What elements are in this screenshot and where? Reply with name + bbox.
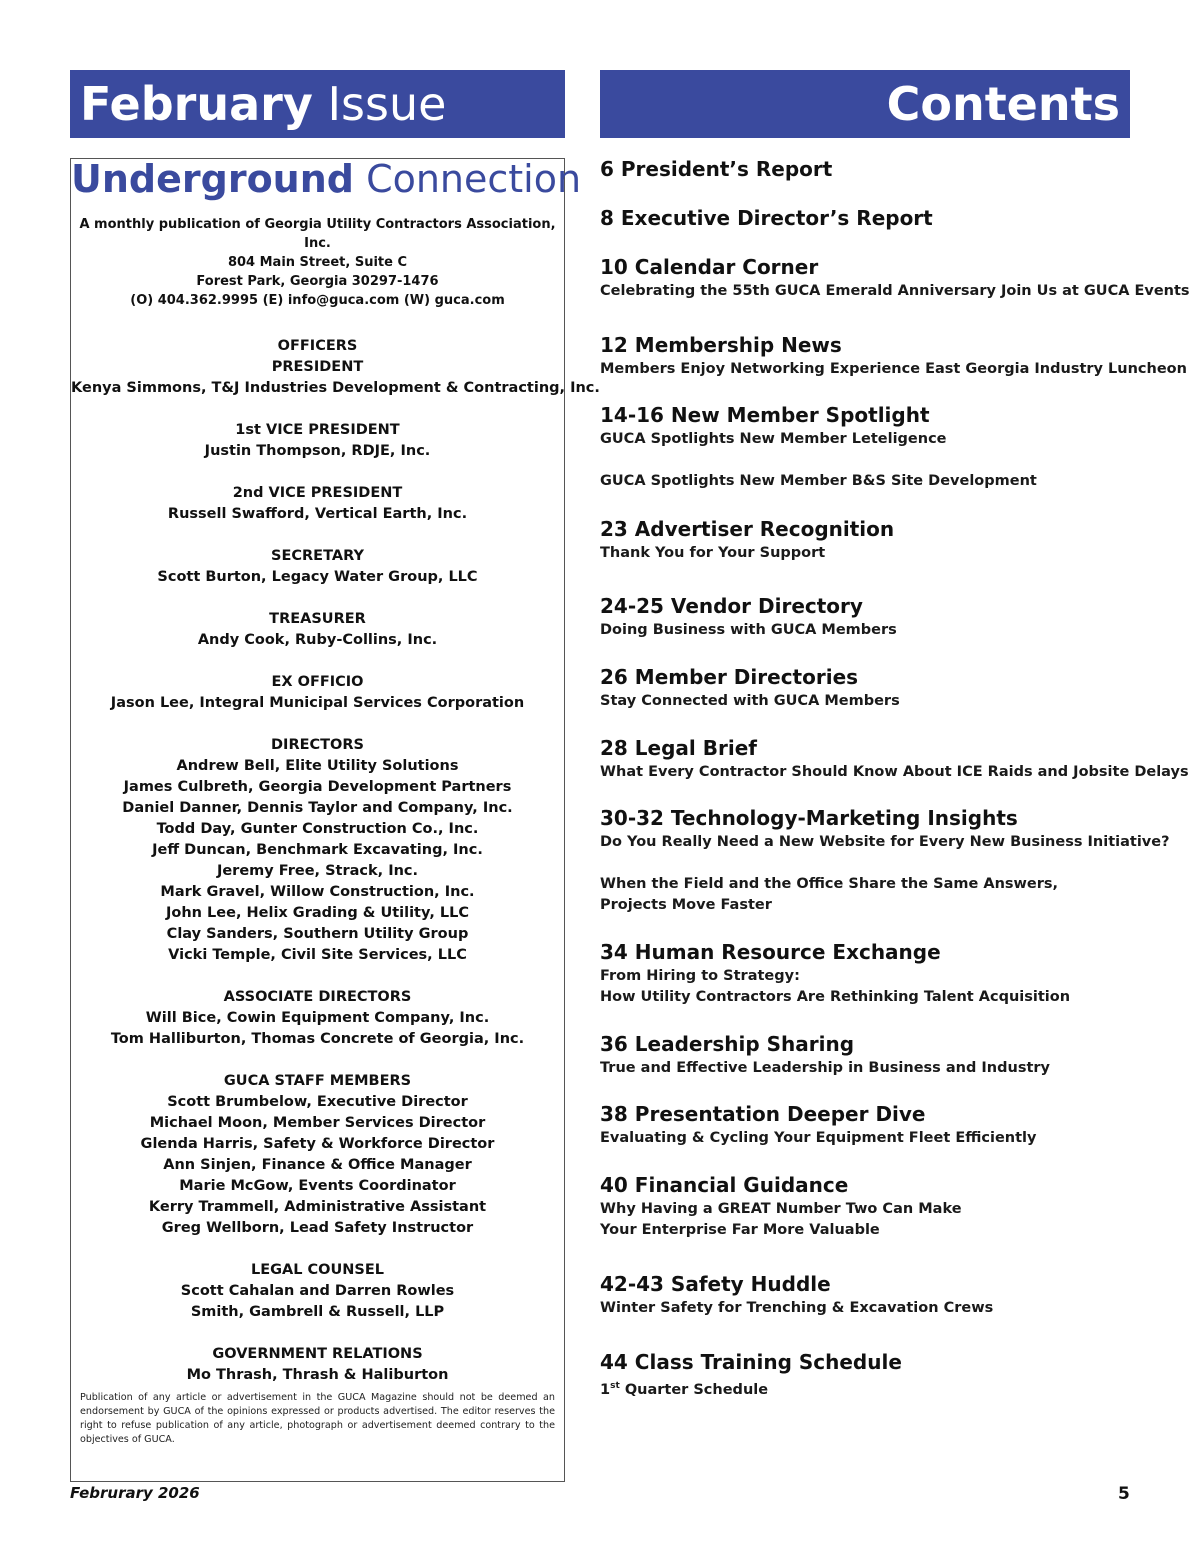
contents-banner: Contents <box>600 70 1130 138</box>
group-line: Russell Swafford, Vertical Earth, Inc. <box>167 506 468 522</box>
group-heading: SECRETARY <box>271 548 364 564</box>
staff-group <box>71 672 564 714</box>
group-heading: EX OFFICIO <box>271 674 364 690</box>
entry-subtitle: Why Having a GREAT Number Two Can Make <box>600 1201 962 1217</box>
contents-entry[interactable] <box>600 515 1140 564</box>
staff-group <box>71 546 564 588</box>
magazine-title-light: Connection <box>353 157 582 201</box>
ordinal-suffix: st <box>610 1381 620 1391</box>
group-line: Mo Thrash, Thrash & Haliburton <box>186 1367 449 1383</box>
staff-group <box>71 609 564 651</box>
contents-entry[interactable] <box>600 204 1140 232</box>
group-line: Jeremy Free, Strack, Inc. <box>216 863 419 879</box>
entry-subtitle: What Every Contractor Should Know About ICE Raids and Jobsite Delays <box>600 764 1189 780</box>
staff-group <box>71 483 564 525</box>
staff-group <box>71 987 564 1050</box>
entry-subtitle: When the Field and the Office Share the Same Answers, <box>600 876 1059 892</box>
entry-title: 42-43 Safety Huddle <box>600 1272 831 1296</box>
entry-subtitle: Thank You for Your Support <box>600 545 826 561</box>
group-line: Will Bice, Cowin Equipment Company, Inc. <box>145 1010 490 1026</box>
ordinal-number: 1 <box>600 1381 611 1398</box>
masthead-box <box>70 157 600 1482</box>
address-line: Forest Park, Georgia 30297-1476 <box>196 274 439 289</box>
staff-group <box>71 735 564 966</box>
group-line: Smith, Gambrell & Russell, LLP <box>190 1304 445 1320</box>
group-heading: 2nd VICE PRESIDENT <box>232 485 403 501</box>
entry-title: 14-16 New Member Spotlight <box>600 403 930 427</box>
entry-subtitle: Do You Really Need a New Website for Every New Business Initiative? <box>600 834 1170 850</box>
entry-subtitle: How Utility Contractors Are Rethinking Talent Acquisition <box>600 989 1071 1005</box>
contents-entry[interactable] <box>600 253 1190 302</box>
banner-word-issue: Issue <box>312 77 447 131</box>
group-line: Todd Day, Gunter Construction Co., Inc. <box>156 821 479 837</box>
entry-title: 26 Member Directories <box>600 665 859 689</box>
entry-title: 36 Leadership Sharing <box>600 1032 855 1056</box>
staff-group <box>71 1071 564 1239</box>
staff-group <box>71 420 564 462</box>
entry-title: 34 Human Resource Exchange <box>600 940 941 964</box>
contents-entry[interactable] <box>600 1348 1140 1401</box>
group-line: Andrew Bell, Elite Utility Solutions <box>176 758 459 774</box>
address-line: (O) 404.362.9995 (E) info@guca.com (W) guca.com <box>130 293 505 308</box>
group-heading: GUCA STAFF MEMBERS <box>223 1073 412 1089</box>
staff-groups <box>71 336 600 1386</box>
group-line: Kenya Simmons, T&J Industries Development & Contracting, Inc. <box>71 380 600 396</box>
entry-title: 10 Calendar Corner <box>600 255 819 279</box>
magazine-title-bold: Underground <box>71 157 354 201</box>
footer-date: Februrary 2026 <box>70 1484 200 1502</box>
group-line: Scott Burton, Legacy Water Group, LLC <box>157 569 478 585</box>
entry-subtitle: Celebrating the 55th GUCA Emerald Anniversary Join Us at GUCA Events <box>600 283 1190 299</box>
group-line: Greg Wellborn, Lead Safety Instructor <box>161 1220 474 1236</box>
entry-subtitle: Your Enterprise Far More Valuable <box>600 1222 880 1238</box>
contents-entry[interactable] <box>600 1030 1140 1079</box>
group-line: Scott Cahalan and Darren Rowles <box>180 1283 455 1299</box>
contents-entry[interactable] <box>600 734 1189 783</box>
february-issue-banner <box>70 70 565 138</box>
contents-entry[interactable] <box>600 1171 1140 1241</box>
group-heading: LEGAL COUNSEL <box>250 1262 385 1278</box>
entry-subtitle: GUCA Spotlights New Member Leteligence <box>600 431 947 447</box>
contents-entry[interactable] <box>600 1270 1140 1319</box>
group-line: Tom Halliburton, Thomas Concrete of Georgia, Inc. <box>110 1031 525 1047</box>
contents-entry[interactable] <box>600 804 1170 916</box>
group-heading: DIRECTORS <box>271 737 364 753</box>
contents-entry[interactable] <box>600 938 1140 1008</box>
schedule-label: Quarter Schedule <box>619 1381 769 1398</box>
staff-group <box>71 336 600 399</box>
group-line: Daniel Danner, Dennis Taylor and Company, Inc. <box>122 800 513 816</box>
group-line: Mark Gravel, Willow Construction, Inc. <box>160 884 475 900</box>
group-line: Jason Lee, Integral Municipal Services Corporation <box>110 695 525 711</box>
disclaimer-text: Publication of any article or advertisement in the GUCA Magazine should not be deemed an endorsement by GUCA of the opinions expressed or products advertised. The editor reserves the right to refuse publication of any article, photograph or advertisement deemed contrary to the objectives of GUCA. <box>80 1392 555 1445</box>
entry-title: 30-32 Technology-Marketing Insights <box>600 806 1018 830</box>
entry-title: 8 Executive Director’s Report <box>600 206 933 230</box>
entry-title: 28 Legal Brief <box>600 736 757 760</box>
entry-title: 6 President’s Report <box>600 157 833 181</box>
entry-subtitle: Members Enjoy Networking Experience East Georgia Industry Luncheon <box>600 361 1187 377</box>
entry-subtitle: Doing Business with GUCA Members <box>600 622 897 638</box>
group-line: Clay Sanders, Southern Utility Group <box>166 926 469 942</box>
group-line: Michael Moon, Member Services Director <box>149 1115 486 1131</box>
group-line: James Culbreth, Georgia Development Partners <box>123 779 512 795</box>
group-line: Andy Cook, Ruby-Collins, Inc. <box>197 632 438 648</box>
group-line: John Lee, Helix Grading & Utility, LLC <box>165 905 469 921</box>
group-heading: TREASURER <box>269 611 366 627</box>
group-heading: OFFICERS <box>277 338 358 354</box>
entry-subtitle: From Hiring to Strategy: <box>600 968 800 984</box>
entry-title: 40 Financial Guidance <box>600 1173 849 1197</box>
contents-entry[interactable] <box>600 592 1140 641</box>
entry-subtitle <box>600 1376 1140 1401</box>
group-line: Marie McGow, Events Coordinator <box>179 1178 456 1194</box>
group-line: Glenda Harris, Safety & Workforce Director <box>140 1136 495 1152</box>
contents-entry[interactable] <box>600 331 1187 380</box>
entry-subtitle: Winter Safety for Trenching & Excavation Crews <box>600 1300 994 1316</box>
entry-title: 38 Presentation Deeper Dive <box>600 1102 926 1126</box>
group-line: Kerry Trammell, Administrative Assistant <box>148 1199 487 1215</box>
address-block <box>71 215 564 310</box>
entry-subtitle: Evaluating & Cycling Your Equipment Fleet Efficiently <box>600 1130 1037 1146</box>
group-line: Scott Brumbelow, Executive Director <box>167 1094 468 1110</box>
entry-title: 23 Advertiser Recognition <box>600 517 895 541</box>
banner-word-february: February <box>80 77 313 131</box>
entry-subtitle: GUCA Spotlights New Member B&S Site Development <box>600 473 1037 489</box>
entry-title: 24-25 Vendor Directory <box>600 594 863 618</box>
entry-title: 44 Class Training Schedule <box>600 1350 902 1374</box>
staff-group <box>71 1344 564 1386</box>
group-line: PRESIDENT <box>271 359 364 375</box>
entry-subtitle: Projects Move Faster <box>600 897 772 913</box>
staff-group <box>71 1260 564 1323</box>
contents-entry[interactable] <box>600 155 1140 183</box>
group-line: Ann Sinjen, Finance & Office Manager <box>163 1157 472 1173</box>
contents-entry[interactable] <box>600 663 1140 712</box>
group-line: Jeff Duncan, Benchmark Excavating, Inc. <box>152 842 483 858</box>
group-heading: ASSOCIATE DIRECTORS <box>223 989 412 1005</box>
contents-entry[interactable] <box>600 401 1140 492</box>
entry-subtitle: True and Effective Leadership in Business and Industry <box>600 1060 1050 1076</box>
contents-entry[interactable] <box>600 1100 1140 1149</box>
magazine-title <box>71 157 582 201</box>
group-line: Justin Thompson, RDJE, Inc. <box>204 443 431 459</box>
page-number: 5 <box>1118 1484 1130 1504</box>
group-line: Vicki Temple, Civil Site Services, LLC <box>168 947 467 963</box>
address-line: A monthly publication of Georgia Utility Contractors Association, Inc. <box>79 217 556 251</box>
entry-subtitle: Stay Connected with GUCA Members <box>600 693 900 709</box>
group-heading: 1st VICE PRESIDENT <box>235 422 400 438</box>
group-heading: GOVERNMENT RELATIONS <box>212 1346 423 1362</box>
entry-title: 12 Membership News <box>600 333 842 357</box>
address-line: 804 Main Street, Suite C <box>227 255 408 270</box>
